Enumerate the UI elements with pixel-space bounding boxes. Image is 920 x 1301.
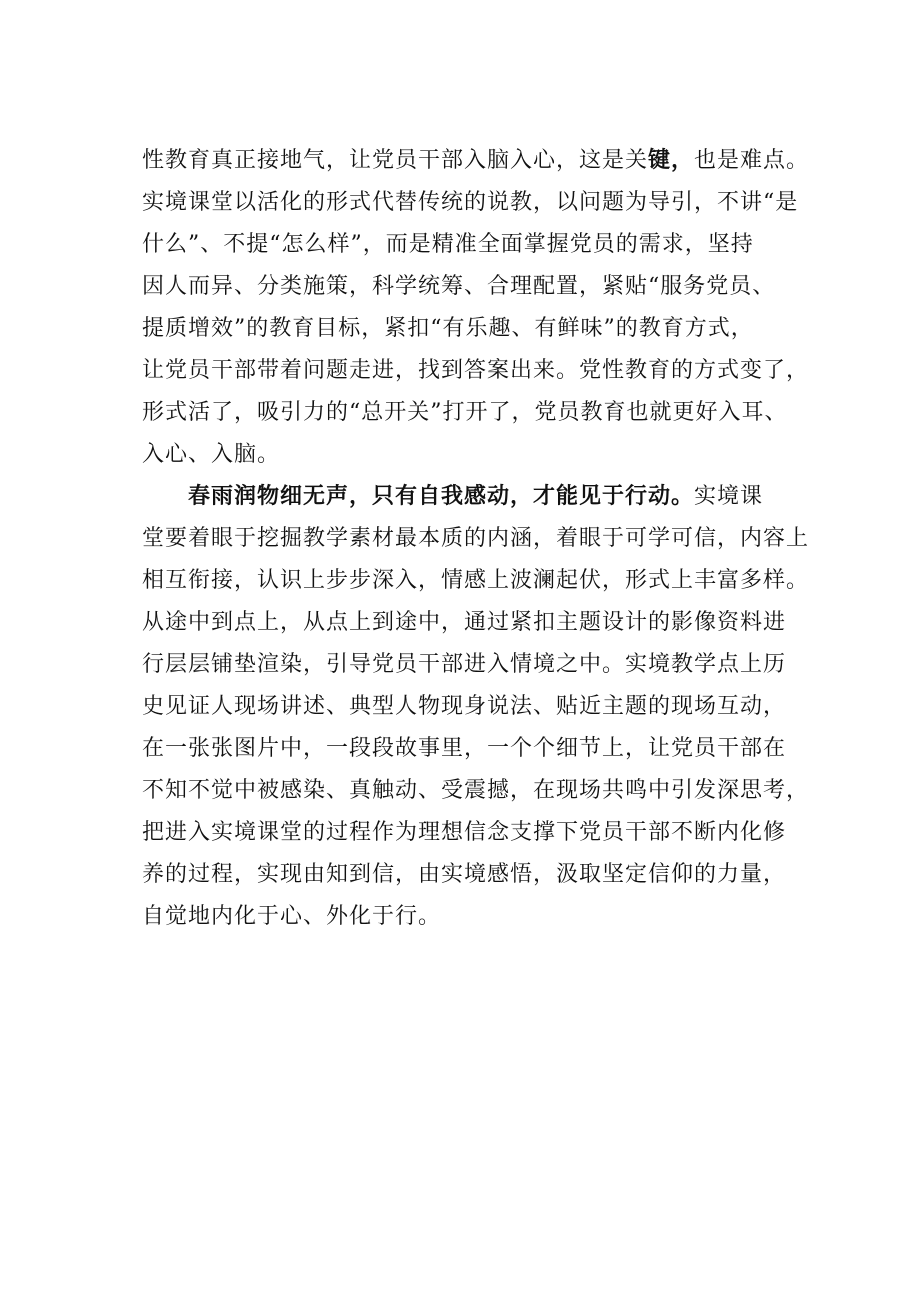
paragraph-line: 提质增效”的教育目标，紧扣“有乐趣、有鲜味”的教育方式， [142,316,754,341]
article-body [142,140,822,938]
paragraph-line: 在一张张图片中，一段段故事里，一个个细节上，让党员干部在 [142,736,787,761]
paragraph-line: 不知不觉中被感染、真触动、受震撼，在现场共鸣中引发深思考， [142,778,810,803]
paragraph-line: 养的过程，实现由知到信，由实境感悟，汲取坚定信仰的力量， [142,862,787,887]
paragraph-2 [142,476,822,938]
paragraph-line: 什么”、不提“怎么样”，而是精准全面掌握党员的需求，坚持 [142,232,754,257]
paragraph-line: 因人而异、分类施策，科学统筹、合理配置，紧贴“服务党员、 [142,274,776,299]
paragraph-1 [142,140,822,476]
paragraph-line: 让党员干部带着问题走进，找到答案出来。党性教育的方式变了， [142,358,810,383]
paragraph-line [142,140,822,182]
paragraph-line: 堂要着眼于挖掘教学素材最本质的内涵，着眼于可学可信，内容上 [142,526,810,551]
paragraph-line: 形式活了，吸引力的“总开关”打开了，党员教育也就更好入耳、 [142,400,788,425]
line-text: 性教育真正接地气，让党员干部入脑入心，这是关 [142,148,649,173]
bold-text: 键， [648,148,695,173]
paragraph-line: 相互衔接，认识上步步深入，情感上波澜起伏，形式上丰富多样。 [142,568,810,593]
line-text: 也是难点。 [694,148,810,173]
paragraph-lead-line [142,476,822,518]
paragraph-line: 入心、入脑。 [142,442,281,467]
paragraph-line: 把进入实境课堂的过程作为理想信念支撑下党员干部不断内化修 [142,820,787,845]
paragraph-line: 行层层铺垫渲染，引导党员干部进入情境之中。实境教学点上历 [142,652,787,677]
paragraph-line: 实境课堂以活化的形式代替传统的说教，以问题为导引，不讲“是 [142,190,799,215]
paragraph-line: 史见证人现场讲述、典型人物现身说法、贴近主题的现场互动， [142,694,787,719]
lead-bold-sentence: 春雨润物细无声，只有自我感动，才能见于行动。 [188,484,695,509]
paragraph-line: 从途中到点上，从点上到途中，通过紧扣主题设计的影像资料进 [142,610,787,635]
line-text: 实境课 [694,484,764,509]
paragraph-line: 自觉地内化于心、外化于行。 [142,904,442,929]
